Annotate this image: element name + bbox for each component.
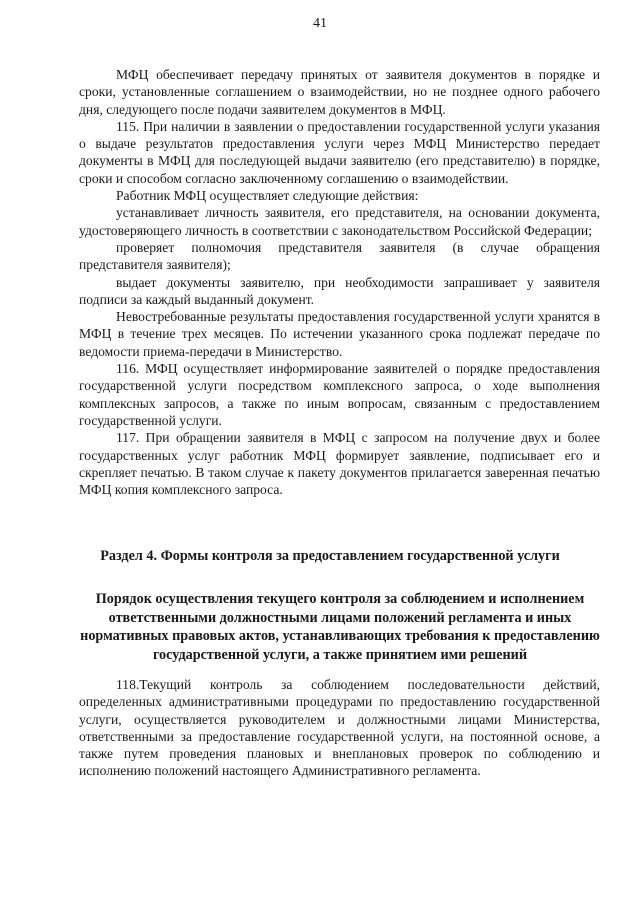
subsection-title: Порядок осуществления текущего контроля за соблюдением и исполнением ответственными должностными лицами положений регламента и иных нормативных правовых актов, устанавливающих требования к предоставлению государственной услуги, а также принятием ими решений bbox=[80, 591, 600, 663]
paragraph: Невостребованные результаты предоставления государственной услуги хранятся в МФЦ в течение трех месяцев. По истечении указанного срока подлежат передаче по ведомости приема-передачи в Министерство. bbox=[79, 309, 600, 359]
body-text-top bbox=[79, 66, 600, 498]
paragraph: устанавливает личность заявителя, его представителя, на основании документа, удостоверяющего личность в соответствии с законодательством Российской Федерации; bbox=[79, 205, 600, 238]
paragraph: выдает документы заявителю, при необходимости запрашивает у заявителя подписи за каждый выданный документ. bbox=[79, 274, 600, 307]
paragraph: МФЦ обеспечивает передачу принятых от заявителя документов в порядке и сроки, установленные соглашением о взаимодействии, но не позднее одного рабочего дня, следующего после подачи заявителем документов в МФЦ. bbox=[79, 67, 600, 117]
paragraph: 117. При обращении заявителя в МФЦ с запросом на получение двух и более государственных услуг работник МФЦ формирует заявление, подписывает его и скрепляет печатью. В таком случае к пакету документов прилагается заверенная печатью МФЦ копия комплексного запроса. bbox=[79, 430, 600, 498]
paragraph: проверяет полномочия представителя заявителя (в случае обращения представителя заявителя); bbox=[79, 239, 600, 273]
paragraph: Работник МФЦ осуществляет следующие действия: bbox=[116, 188, 419, 204]
section-title: Раздел 4. Формы контроля за предоставлением государственной услуги bbox=[100, 548, 560, 564]
page-number: 41 bbox=[313, 16, 327, 31]
paragraph: 118.Текущий контроль за соблюдением последовательности действий, определенных административными процедурами по предоставлению государственной услуги, осуществляется руководителем и должностными лицами Министерства, ответственными за предоставление государственной услуги, на постоянной основе, а также путем проведения плановых и внеплановых проверок по соблюдению и исполнению положений настоящего Административного регламента. bbox=[79, 677, 600, 779]
paragraph: 115. При наличии в заявлении о предоставлении государственной услуги указания о выдаче результатов предоставления услуги через МФЦ Министерство передает документы в МФЦ для последующей выдачи заявителю (его представителю) в порядке, сроки и способом согласно заключенному соглашению о взаимодействии. bbox=[79, 118, 600, 186]
body-text-bottom bbox=[79, 676, 600, 780]
paragraph: 116. МФЦ осуществляет информирование заявителей о порядке предоставления государственной услуги посредством комплексного запроса, о ходе выполнения комплексных запросов, а также по иным вопросам, связанным с предоставлением государственной услуги. bbox=[79, 361, 600, 428]
